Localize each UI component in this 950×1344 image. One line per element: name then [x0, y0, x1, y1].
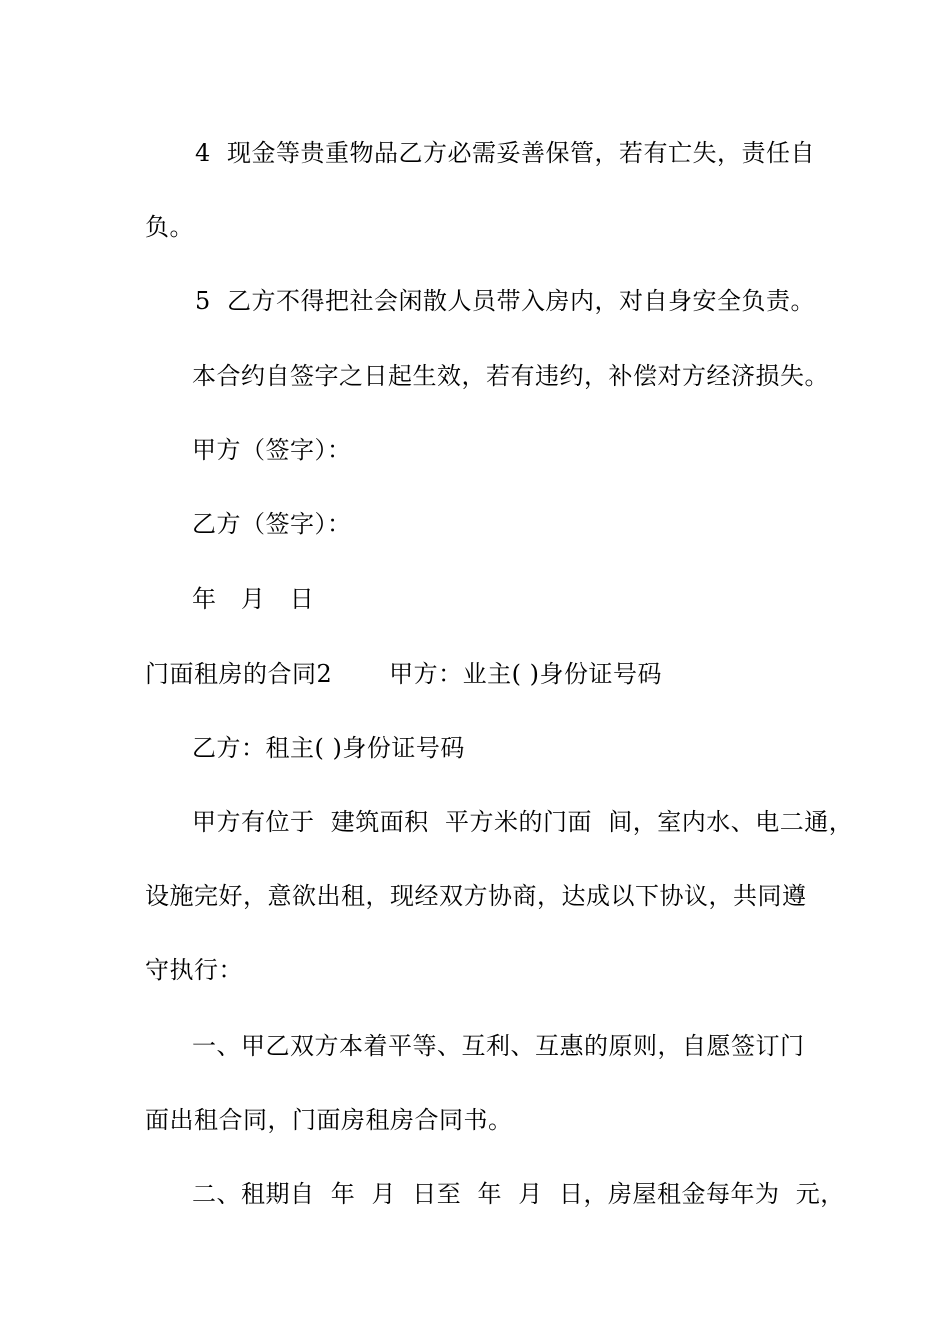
paragraph-line: 甲方有位于 建筑面积 平方米的门面 间，室内水、电二通， [192, 808, 854, 836]
paragraph-line: 二、租期自 年 月 日至 年 月 日，房屋租金每年为 元， [192, 1180, 845, 1208]
paragraph-line: 4 现金等贵重物品乙方必需妥善保管，若有亡失，责任自 [195, 139, 816, 167]
paragraph-line: 乙方（签字）： [192, 510, 352, 538]
paragraph-line: 守执行： [145, 956, 243, 984]
paragraph-line: 面出租合同，门面房租房合同书。 [145, 1106, 513, 1134]
paragraph-line: 负。 [145, 213, 194, 241]
paragraph-line: 一、甲乙双方本着平等、互利、互惠的原则，自愿签订门 [192, 1032, 805, 1060]
paragraph-line: 本合约自签字之日起生效，若有违约，补偿对方经济损失。 [192, 362, 829, 390]
paragraph-line: 门面租房的合同2 甲方：业主( )身份证号码 [145, 660, 663, 688]
paragraph-line: 5 乙方不得把社会闲散人员带入房内，对自身安全负责。 [195, 287, 816, 315]
paragraph-line: 设施完好，意欲出租，现经双方协商，达成以下协议，共同遵 [145, 882, 807, 910]
paragraph-line: 乙方：租主( )身份证号码 [192, 734, 465, 762]
paragraph-line: 甲方（签字）： [192, 436, 352, 464]
paragraph-line: 年 月 日 [192, 585, 315, 613]
